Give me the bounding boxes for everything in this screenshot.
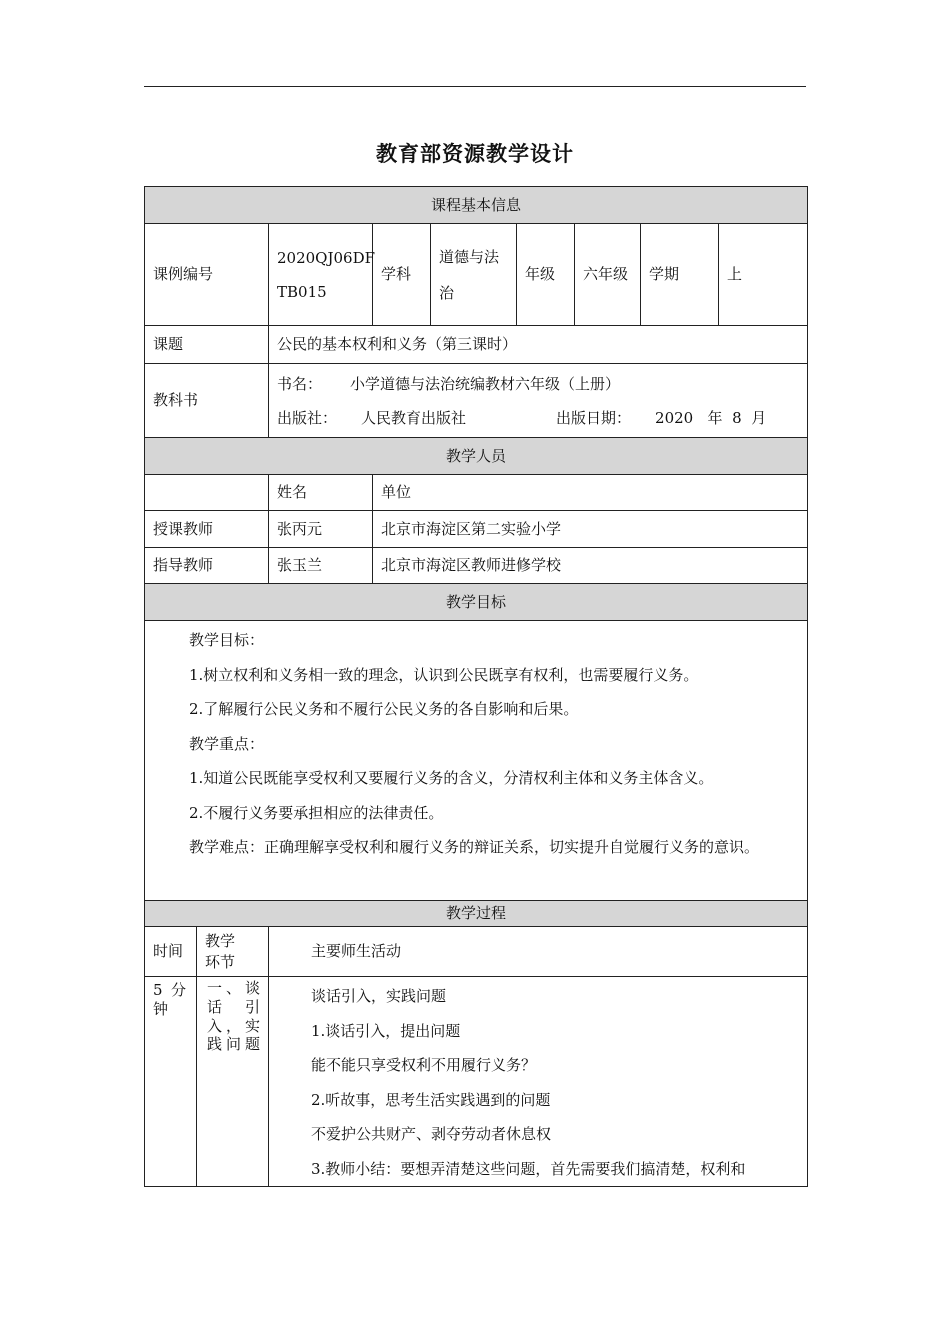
header-rule [144,86,806,87]
staff-name: 张玉兰 [269,548,373,584]
pub-date-label: 出版日期： [556,408,632,427]
topic-label: 课题 [145,326,269,364]
section-header-goals [145,584,808,621]
term-value: 上 [719,224,808,326]
goal-line: 教学目标： [189,631,265,649]
goal-line: 1.知道公民既能享受权利又要履行义务的含义，分清权利主体和义务主体含义。 [189,769,714,787]
stage-header-line1: 教学 [205,931,236,950]
activity-header-label: 主要师生活动 [311,942,402,961]
staff-row [145,548,808,584]
staff-unit: 北京市海淀区教师进修学校 [373,548,808,584]
pub-year: 2020 [655,408,694,427]
goals-row [145,621,808,901]
pub-month-unit: 月 [751,408,767,427]
staff-role: 指导教师 [145,548,269,584]
process-row [145,977,808,1187]
staff-role: 授课教师 [145,511,269,548]
staff-unit-header: 单位 [373,475,808,511]
case-no-value [269,224,376,326]
goal-line: 2.不履行义务要承担相应的法律责任。 [189,803,444,822]
section-title: 课程基本信息 [145,187,808,224]
time-line1: 5 分 [153,981,186,999]
stage-line: 一、谈 [207,979,260,997]
stage-line: 践问题 [207,1035,260,1054]
staff-name: 张丙元 [269,511,373,548]
book-name-line [277,367,799,401]
process-header-row [145,927,808,977]
lesson-plan-table [144,186,808,1187]
time-line2: 钟 [153,999,169,1018]
grade-value: 六年级 [575,224,641,326]
section-header-staff [145,438,808,475]
process-activity-header [269,927,808,977]
staff-unit: 北京市海淀区第二实验小学 [373,511,808,548]
staff-name-header: 姓名 [269,475,373,511]
term-label: 学期 [641,224,719,326]
textbook-row [145,364,808,438]
section-title: 教学过程 [145,901,808,927]
activity-line: 不爱护公共财产、剥夺劳动者休息权 [311,1125,552,1143]
subject-line1: 道德与法 [439,247,500,266]
staff-row [145,511,808,548]
case-no-line2: TB015 [277,282,327,301]
book-name-value: 小学道德与法治统编教材六年级（上册） [350,374,621,393]
activity-line: 2.听故事，思考生活实践遇到的问题 [311,1090,551,1109]
basic-info-row [145,224,808,326]
case-no-label: 课例编号 [145,224,269,326]
goal-line: 1.树立权利和义务相一致的理念，认识到公民既享有权利，也需要履行义务。 [189,665,699,684]
grade-label: 年级 [517,224,575,326]
subject-value [431,224,517,326]
textbook-label: 教科书 [145,364,269,438]
process-activity [269,977,808,1187]
activity-line: 3.教师小结：要想弄清楚这些问题，首先需要我们搞清楚，权利和 [311,1159,746,1178]
activity-line: 谈话引入，实践问题 [311,987,447,1005]
pub-month: 8 [732,408,742,427]
process-stage [197,977,269,1187]
case-no-line1: 2020QJ06DF [277,248,376,267]
book-name-label: 书名： [277,374,323,393]
section-title: 教学人员 [145,438,808,475]
stage-line: 话 引 [207,997,260,1016]
staff-role-header [145,475,269,511]
process-time [145,977,197,1187]
section-header-process [145,901,808,927]
subject-line2: 治 [439,283,455,302]
publisher-value: 人民教育出版社 [361,408,467,427]
process-stage-header [197,927,269,977]
section-title: 教学目标 [145,584,808,621]
goal-line: 2.了解履行公民义务和不履行公民义务的各自影响和后果。 [189,700,579,718]
process-time-header: 时间 [145,927,197,977]
pub-year-unit: 年 [707,408,723,427]
topic-value: 公民的基本权利和义务（第三课时） [269,326,808,364]
stage-line: 入，实 [207,1016,260,1035]
stage-header-line2: 环节 [205,952,236,971]
staff-header-row [145,475,808,511]
goal-line: 教学重点： [189,734,265,753]
activity-line: 能不能只享受权利不用履行义务？ [311,1056,537,1074]
goals-content [145,621,808,901]
textbook-info [269,364,808,438]
subject-label: 学科 [373,224,431,326]
page-title: 教育部资源教学设计 [376,141,574,166]
goal-line: 教学难点：正确理解享受权利和履行义务的辩证关系，切实提升自觉履行义务的意识。 [189,838,760,856]
publisher-label: 出版社： [277,408,338,427]
publisher-line [277,401,799,435]
activity-line: 1.谈话引入，提出问题 [311,1021,461,1040]
section-header-basic-info [145,187,808,224]
topic-row [145,326,808,364]
